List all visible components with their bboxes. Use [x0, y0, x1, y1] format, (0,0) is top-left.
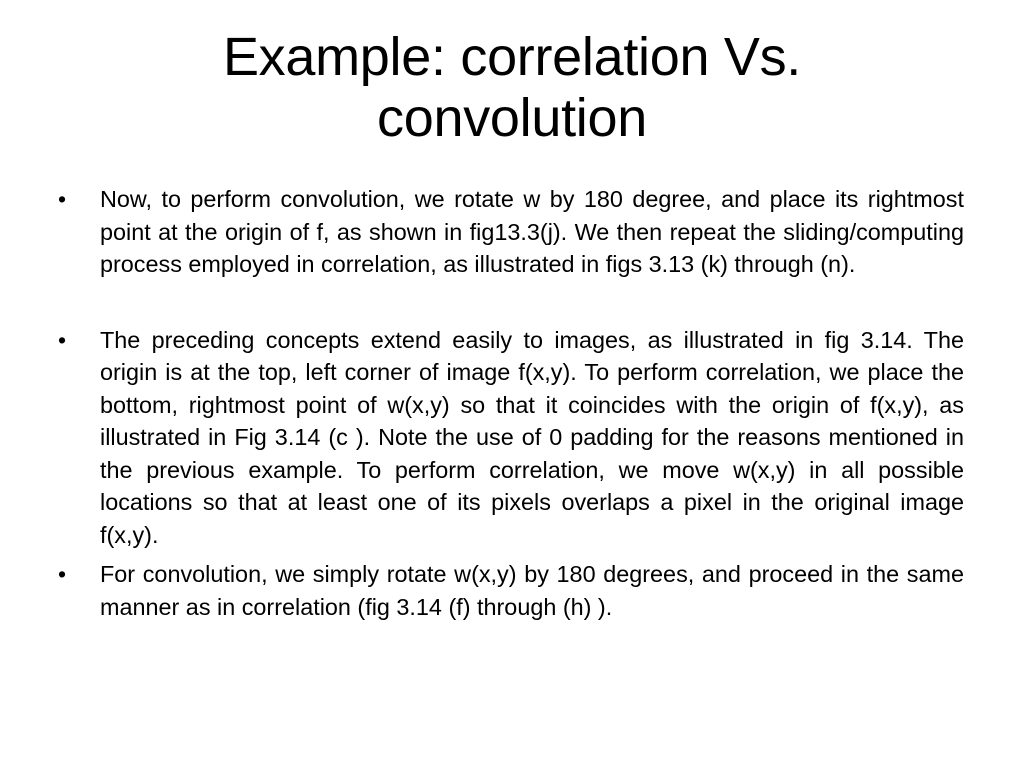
- bullet-marker: •: [58, 326, 67, 353]
- slide-title-line-2: convolution: [377, 88, 647, 148]
- bullet-item: [55, 558, 964, 623]
- bullet-text: The preceding concepts extend easily to images, as illustrated in fig 3.14. The origin is at the top, left corner of image f(x,y). To perform correlation, we place the bottom, rightmost point of w(x,y) so that it coincides with the origin of f(x,y), as illustrated in Fig 3.14 (c ). Note the use of 0 padding for the reasons mentioned in the previous example. To perform correlation, we move w(x,y) in all possible locations so that at least one of its pixels overlaps a pixel in the original image f(x,y).: [100, 326, 964, 548]
- bullet-item: [55, 183, 964, 281]
- bullet-marker: •: [58, 561, 67, 587]
- slide-title: [60, 27, 964, 149]
- slide-title-line-1: Example: correlation Vs.: [222, 27, 802, 87]
- bullet-text: For convolution, we simply rotate w(x,y) by 180 degrees, and proceed in the same manner as in correlation (fig 3.14 (f) through (h) ).: [100, 561, 964, 620]
- bullet-marker: •: [58, 186, 67, 212]
- bullet-item: [55, 324, 964, 552]
- bullet-list: [55, 183, 964, 623]
- bullet-text: Now, to perform convolution, we rotate w by 180 degree, and place its rightmost point at the origin of f, as shown in fig13.3(j). We then repeat the sliding/computing process employed in correlation, as illustrated in figs 3.13 (k) through (n).: [100, 186, 964, 277]
